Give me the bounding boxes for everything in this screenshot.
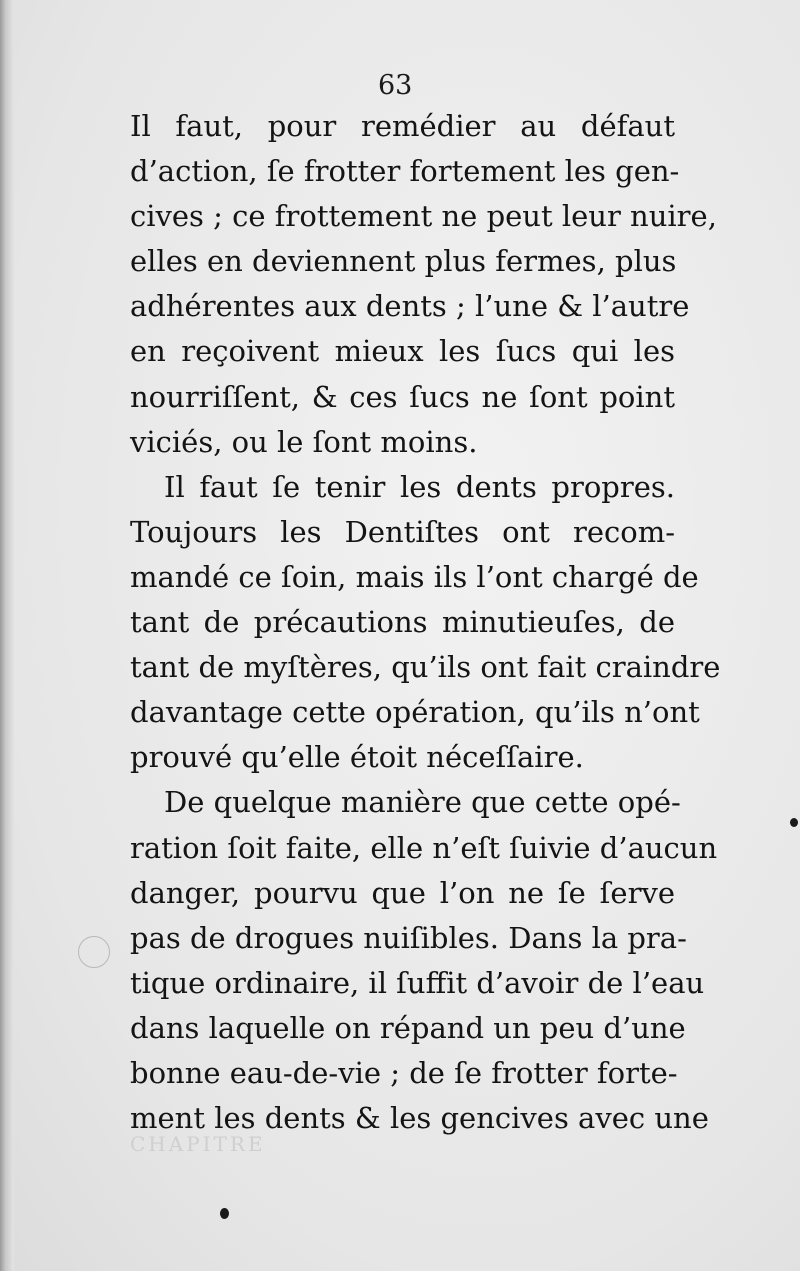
text-line: bonne eau-de-vie ; de ſe frotter forte-: [130, 1055, 678, 1090]
text-line: tant de myſtères, qu’ils ont fait craindre: [130, 650, 721, 685]
ink-speck: [220, 1208, 229, 1219]
text-line: mandé ce ſoin, mais ils l’ont chargé de: [130, 559, 699, 594]
text-line: elles en deviennent plus fermes, plus: [130, 244, 677, 279]
page-binding-edge: [0, 0, 14, 1271]
text-line: tique ordinaire, il ſuffit d’avoir de l’eau: [130, 965, 705, 1000]
text-line: tant de précautions minutieuſes, de: [130, 605, 675, 640]
paper-stain-mark: [78, 936, 110, 968]
text-line: pas de drogues nuiſibles. Dans la pra-: [130, 920, 687, 955]
text-line: Il faut, pour remédier au défaut: [130, 109, 675, 143]
ink-speck: [790, 818, 798, 827]
text-line: danger, pourvu que l’on ne ſe ſerve: [130, 875, 675, 910]
text-line: De quelque manière que cette opé-: [164, 785, 681, 820]
page-number: 63: [378, 70, 413, 101]
text-line: cives ; ce frottement ne peut leur nuire,: [130, 199, 717, 234]
text-line: nourriſſent, & ces ſucs ne ſont point: [130, 379, 675, 414]
text-line: ration ſoit faite, elle n’eſt ſuivie d’aucun: [130, 830, 718, 865]
text-line: davantage cette opération, qu’ils n’ont: [130, 695, 700, 730]
text-line: prouvé qu’elle étoit néceſſaire.: [130, 740, 584, 775]
text-line: ment les dents & les gencives avec une: [130, 1101, 709, 1136]
text-line: en reçoivent mieux les ſucs qui les: [130, 334, 675, 369]
text-line: d’action, ſe frotter fortement les gen-: [130, 154, 680, 189]
text-line: Toujours les Dentiſtes ont recom-: [130, 514, 675, 549]
text-line: Il faut ſe tenir les dents propres.: [164, 469, 675, 504]
text-line: adhérentes aux dents ; l’une & l’autre: [130, 289, 690, 324]
bleed-through-text: CHAPITRE: [130, 1132, 266, 1156]
body-text: [130, 104, 721, 1141]
text-line: viciés, ou le ſont moins.: [130, 424, 478, 459]
text-line: dans laquelle on répand un peu d’une: [130, 1010, 686, 1045]
